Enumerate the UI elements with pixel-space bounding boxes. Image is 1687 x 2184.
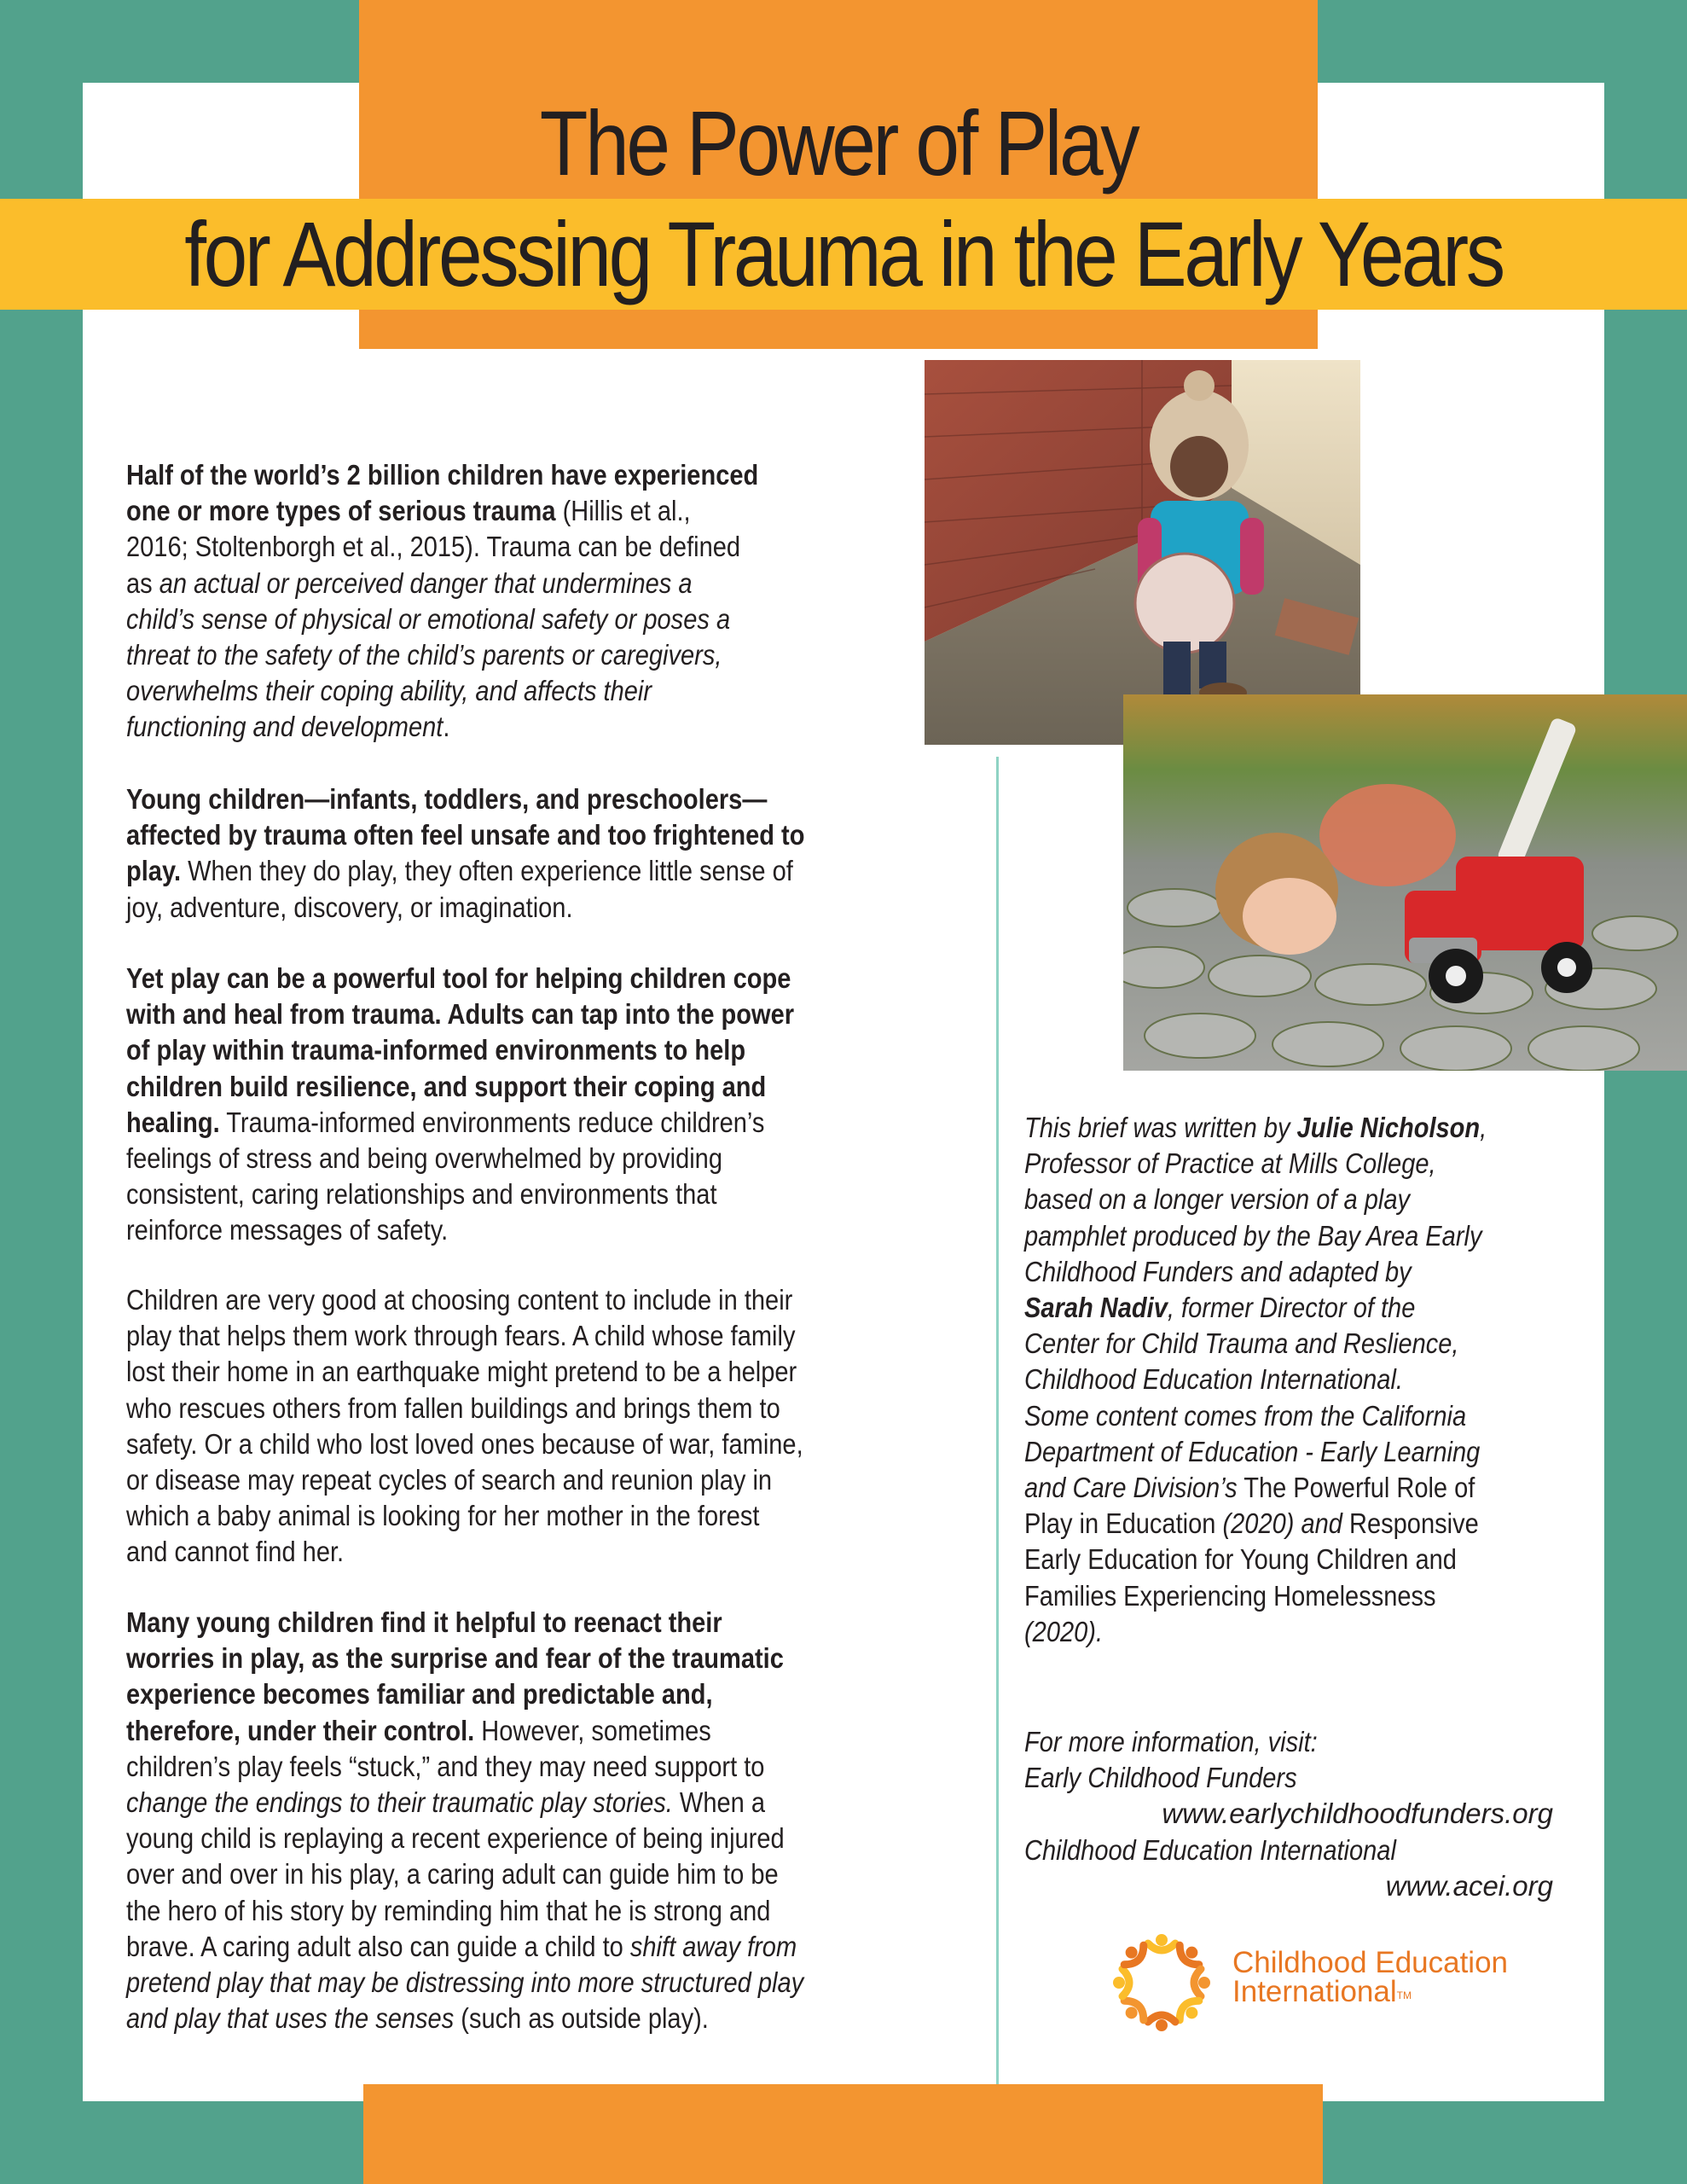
text-line: Half of the world’s 2 billion children have experienced [126,459,759,491]
page-subtitle: for Addressing Trauma in the Early Years [184,202,1503,305]
text-line: functioning and development [126,711,443,743]
text-line: feelings of stress and being overwhelmed by providing [126,1142,722,1175]
photo-child-with-ball [925,360,1360,745]
text-line: experience becomes familiar and predictable and, [126,1678,713,1711]
text-line: child’s sense of physical or emotional safety or poses a [126,602,731,635]
paragraph-trauma-definition [126,457,979,746]
text-line: of play within trauma-informed environments to help [126,1034,746,1066]
more-information [1024,1724,1553,1904]
text-line: Children are very good at choosing content to include in their [126,1284,793,1316]
text-line: joy, adventure, discovery, or imagination. [126,891,573,923]
text-line: Trauma-informed environments reduce children’s [219,1106,765,1138]
text-line: one or more types of serious trauma [126,495,556,527]
paragraph-power-of-play [126,961,979,1249]
text-line: (2020). [1024,1615,1104,1647]
text-line: and cannot find her. [126,1536,345,1568]
text-line: (2020) and [1222,1507,1342,1540]
text-line: However, sometimes [474,1714,711,1746]
cei-logo [1109,1930,1569,2036]
text-line: safety. Or a child who lost loved ones because of war, famine, [126,1427,803,1460]
child-with-fire-truck-image [1123,694,1687,1071]
text-line: This brief was written by [1024,1112,1297,1143]
text-line: shift away from [629,1930,797,1962]
text-line: Childhood Education International. [1024,1363,1403,1396]
text-line: who rescues others from fallen buildings and brings them to [126,1391,780,1424]
link-early-childhood-funders[interactable]: www.earlychildhoodfunders.org [1162,1798,1553,1830]
text-line: The Powerful Role of [1237,1472,1475,1504]
text-line: play. [126,855,182,887]
text-line: Families Experiencing Homelessness [1024,1579,1436,1612]
page-title: The Power of Play [539,91,1138,195]
text-line: lost their home in an earthquake might pretend to be a helper [126,1356,797,1388]
text-line: play that helps them work through fears. A child whose family [126,1320,796,1352]
logo-text-line2: International [1232,1975,1397,2008]
text-line: an actual or perceived danger that undermines a [159,566,693,599]
text-line: change the endings to their traumatic play stories. [126,1786,673,1819]
text-line: therefore, under their control. [126,1714,475,1746]
text-line: (Hillis et al., [555,495,691,527]
logo-wordmark [1232,1946,1509,2008]
text-line: . [443,711,450,743]
text-line: Play in Education [1024,1507,1223,1540]
text-line: consistent, caring relationships and environments that [126,1178,717,1211]
text-line: (such as outside play). [454,2002,709,2035]
text-line: young child is replaying a recent experience of being injured [126,1822,785,1855]
column-divider [996,757,999,2084]
link-acei[interactable]: www.acei.org [1385,1869,1553,1902]
text-line: 2016; Stoltenborgh et al., 2015). Trauma can be defined [126,531,741,563]
text-line: over and over in his play, a caring adult can guide him to be [126,1858,779,1891]
text-line: brave. A caring adult also can guide a child to [126,1930,630,1962]
text-line: Professor of Practice at Mills College, [1024,1147,1436,1180]
text-line: with and heal from trauma. Adults can tap into the power [126,998,795,1031]
paragraph-young-children [126,781,979,926]
text-line: Some content comes from the California [1024,1399,1467,1432]
more-info-heading: For more information, visit: [1024,1726,1318,1757]
text-line: healing. [126,1106,220,1138]
text-line: When a [672,1786,766,1819]
text-line: and Care Division’s [1024,1472,1238,1504]
text-line: Childhood Funders and adapted by [1024,1255,1412,1287]
text-line: pamphlet produced by the Bay Area Early [1024,1219,1482,1252]
text-line: , [1480,1112,1487,1143]
text-line: or disease may repeat cycles of search and reunion play in [126,1464,773,1496]
text-line: pretend play that may be distressing into more structured play [126,1966,804,1999]
text-line: based on a longer version of a play [1024,1183,1411,1216]
text-line: Responsive [1342,1507,1479,1540]
text-line: children build resilience, and support their coping and [126,1070,767,1102]
text-line: threat to the safety of the child’s parents or caregivers, [126,639,722,671]
text-line: the hero of his story by reminding him that he is strong and [126,1894,771,1926]
text-line: worries in play, as the surprise and fear of the traumatic [126,1642,784,1675]
paragraph-reenact-worries [126,1605,979,2036]
trademark-symbol: TM [1396,1989,1412,2001]
text-line: overwhelms their coping ability, and affects their [126,675,652,707]
org-name: Childhood Education International [1024,1833,1396,1866]
text-line: and play that uses the senses [126,2002,455,2035]
text-line: , former Director of the [1167,1292,1416,1324]
text-line: which a baby animal is looking for her mother in the forest [126,1500,760,1532]
text-line: children’s play feels “stuck,” and they may need support to [126,1750,765,1782]
orange-footer-block [363,2084,1323,2184]
child-with-ball-image [925,360,1360,745]
text-line: Early Education for Young Children and [1024,1543,1457,1576]
text-line: Yet play can be a powerful tool for helping children cope [126,962,791,994]
photo-child-with-fire-truck [1123,694,1687,1071]
text-line: When they do play, they often experience little sense of [181,855,793,887]
text-line: Many young children find it helpful to reenact their [126,1606,722,1638]
text-line: Young children—infants, toddlers, and preschoolers— [126,783,768,815]
author-name: Sarah Nadiv [1024,1292,1168,1324]
text-line: Center for Child Trauma and Reslience, [1024,1327,1459,1360]
author-name: Julie Nicholson [1296,1112,1481,1143]
people-circle-icon [1109,1930,1215,2036]
text-line: affected by trauma often feel unsafe and too frightened to [126,819,805,851]
org-name: Early Childhood Funders [1024,1762,1297,1794]
logo-text-line1: Childhood Education [1232,1946,1509,1979]
author-credits [1024,1110,1587,1650]
text-line: as [126,566,159,599]
text-line: reinforce messages of safety. [126,1214,449,1246]
paragraph-choosing-content [126,1282,979,1571]
text-line: Department of Education - Early Learning [1024,1435,1481,1467]
